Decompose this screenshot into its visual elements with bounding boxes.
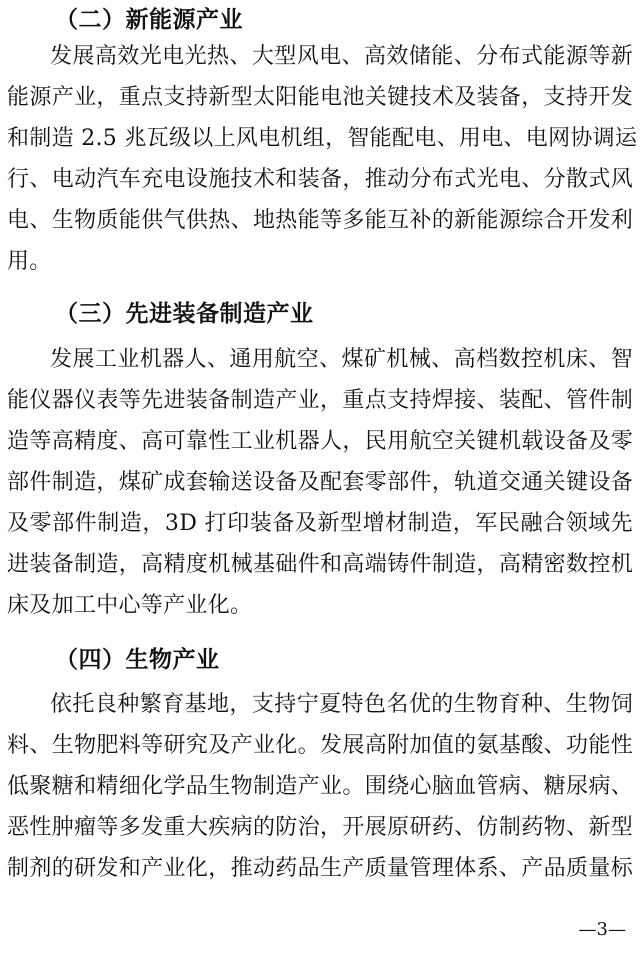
section-body-biology	[7, 684, 633, 889]
body-line: 和制造 2.5 兆瓦级以上风电机组，智能配电、用电、电网协调运	[7, 126, 638, 151]
body-line: 发展工业机器人、通用航空、煤矿机械、高档数控机床、智	[50, 347, 633, 372]
body-line: 低聚糖和精细化学品生物制造产业。围绕心脑血管病、糖尿病、	[7, 774, 633, 799]
section-body-advanced-equipment	[7, 339, 633, 626]
body-line: 依托良种繁育基地，支持宁夏特色名优的生物育种、生物饲	[50, 692, 633, 717]
section-heading-new-energy: （二）新能源产业	[55, 7, 243, 33]
body-line: 制剂的研发和产业化，推动药品生产质量管理体系、产品质量标	[7, 856, 633, 881]
body-line: 发展高效光电光热、大型风电、高效储能、分布式能源等新	[50, 44, 633, 69]
page-number: —3—	[578, 919, 626, 940]
body-line: 用。	[7, 249, 52, 274]
body-line: 床及加工中心等产业化。	[7, 593, 253, 618]
body-line: 恶性肿瘤等多发重大疾病的防治，开展原研药、仿制药物、新型	[7, 815, 633, 840]
body-line: 及零部件制造，3D 打印装备及新型增材制造，军民融合领域先	[7, 511, 633, 536]
body-line: 进装备制造，高精度机械基础件和高端铸件制造，高精密数控机	[7, 552, 633, 577]
section-heading-biology: （四）生物产业	[55, 647, 220, 673]
section-body-new-energy	[7, 36, 638, 282]
body-line: 能仪器仪表等先进装备制造产业，重点支持焊接、装配、管件制	[7, 388, 633, 413]
body-line: 料、生物肥料等研究及产业化。发展高附加值的氨基酸、功能性	[7, 733, 633, 758]
body-line: 行、电动汽车充电设施技术和装备，推动分布式光电、分散式风	[7, 167, 633, 192]
body-line: 部件制造，煤矿成套输送设备及配套零部件，轨道交通关键设备	[7, 470, 633, 495]
body-line: 电、生物质能供气供热、地热能等多能互补的新能源综合开发利	[7, 208, 633, 233]
body-line: 造等高精度、高可靠性工业机器人，民用航空关键机载设备及零	[7, 429, 633, 454]
section-heading-advanced-equipment: （三）先进装备制造产业	[55, 301, 314, 327]
body-line: 能源产业，重点支持新型太阳能电池关键技术及装备，支持开发	[7, 85, 633, 110]
